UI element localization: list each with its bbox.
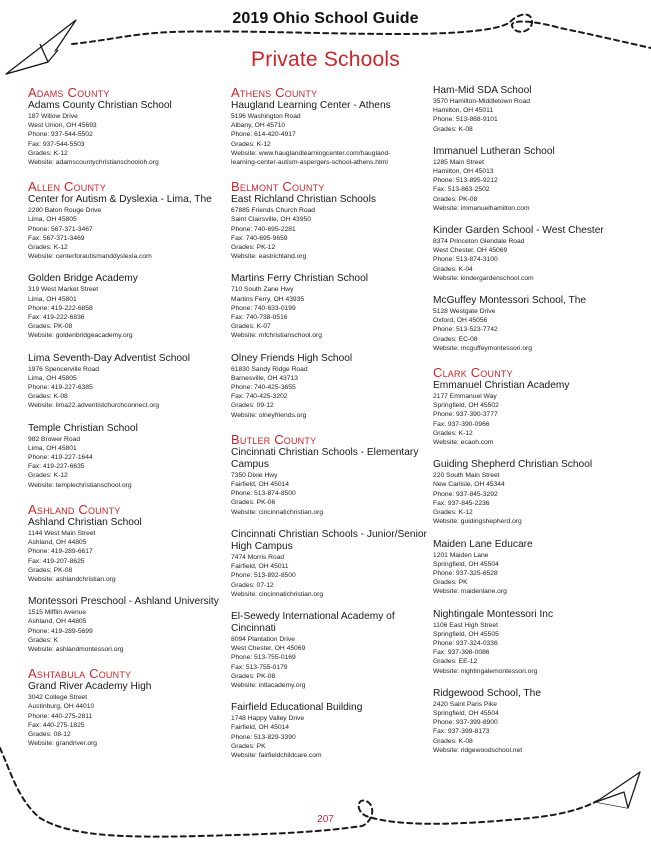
school-name: Emmanuel Christian Academy [433, 380, 570, 392]
school-grades: Grades: EC-08 [433, 335, 478, 343]
school-website[interactable]: Website: templechristianschool.org [28, 481, 132, 489]
school-detail: Albany, OH 45710 [231, 122, 286, 130]
school-entry [231, 353, 427, 420]
school-fax: Fax: 937-399-8173 [433, 728, 490, 736]
county-heading: Ashtabula County [28, 666, 132, 682]
school-name: Martins Ferry Christian School [231, 273, 369, 285]
school-grades: Grades: EE-12 [433, 658, 478, 666]
school-name: Fairfield Educational Building [231, 702, 363, 714]
school-entry [231, 611, 427, 690]
school-detail: 1515 Mifflin Avenue [28, 609, 87, 617]
school-grades: Grades: K-12 [28, 472, 68, 480]
school-detail: 1144 West Main Street [28, 529, 96, 537]
school-phone: Phone: 513-874-3100 [433, 256, 498, 264]
school-phone: Phone: 513-892-8500 [231, 572, 296, 580]
school-phone: Phone: 614-420-4917 [231, 131, 296, 139]
school-fax: Fax: 937-544-5503 [28, 140, 85, 148]
school-entry [433, 380, 633, 447]
school-detail: 1201 Maiden Lane [433, 551, 489, 559]
column-1 [28, 85, 223, 760]
county-heading: Allen County [28, 179, 107, 195]
school-entry [28, 194, 223, 261]
school-detail: 982 Brower Road [28, 435, 81, 443]
school-entry [433, 225, 633, 283]
school-grades: Grades: K-08 [28, 393, 68, 401]
school-phone: Phone: 567-371-3467 [28, 225, 93, 233]
school-entry [433, 146, 633, 213]
school-name: McGuffey Montessori School, The [433, 295, 587, 307]
school-phone: Phone: 740-695-2281 [231, 225, 296, 233]
school-fax: Fax: 513-863-2502 [433, 186, 490, 194]
school-website[interactable]: Website: lima22.adventistchurchconnect.org [28, 402, 160, 410]
school-fax: Fax: 567-371-3469 [28, 234, 85, 242]
school-detail: 1976 Spencerville Road [28, 365, 100, 373]
school-grades: Grades: K [28, 636, 59, 644]
school-name: Grand River Academy High [28, 681, 152, 693]
page-number: 207 [317, 814, 334, 825]
school-grades: Grades: K-12 [28, 149, 68, 157]
school-detail: 187 Willow Drive [28, 113, 78, 120]
guide-title: 2019 Ohio School Guide [232, 10, 419, 27]
school-name: Lima Seventh-Day Adventist School [28, 352, 190, 364]
school-phone: Phone: 513-868-9101 [433, 116, 498, 124]
school-name: Nightingale Montessori Inc [433, 608, 554, 620]
school-website[interactable]: Website: mcguffeymontessori.org [433, 344, 532, 352]
school-grades: Grades: K-12 [28, 244, 68, 252]
school-name: Ridgewood School, The [433, 687, 541, 699]
school-detail: West Chester, OH 45069 [433, 247, 508, 255]
school-detail: Ashland, OH 44805 [28, 539, 87, 547]
school-grades: Grades: PK-08 [28, 323, 73, 331]
school-fax: Fax: 740-695-9659 [231, 234, 288, 242]
school-fax: Fax: 937-398-0086 [433, 649, 490, 657]
school-detail: West Chester, OH 45069 [231, 645, 306, 653]
school-grades: Grades: 08-12 [28, 730, 71, 738]
school-detail: 3570 Hamilton-Middletown Road [433, 98, 531, 105]
school-name: East Richland Christian Schools [231, 194, 376, 206]
school-website[interactable]: Website: intlacademy.org [231, 681, 306, 689]
school-fax: Fax: 440-275-1825 [28, 721, 85, 729]
school-phone: Phone: 513-755-0169 [231, 654, 296, 662]
school-detail: Hamilton, OH 45011 [433, 107, 494, 115]
school-entry [231, 447, 427, 517]
school-entry [231, 194, 427, 261]
school-entry [28, 517, 223, 584]
school-detail: learning-center-autism-aspergers-school-athens.html [231, 159, 388, 167]
school-detail: 220 South Main Street [433, 472, 500, 480]
school-name: Kinder Garden School - West Chester [433, 225, 604, 237]
school-grades: Grades: PK-08 [433, 195, 478, 203]
school-phone: Phone: 937-544-5502 [28, 131, 93, 139]
school-phone: Phone: 740-425-3655 [231, 384, 296, 392]
school-website[interactable]: Website: grandriver.org [28, 740, 98, 748]
school-phone: Phone: 937-324-0336 [433, 639, 498, 647]
county-heading: Belmont County [231, 179, 325, 195]
school-fax: Fax: 937-845-2236 [433, 499, 490, 507]
school-detail: Austinburg, OH 44010 [28, 703, 95, 711]
school-entry [433, 85, 633, 134]
school-website[interactable]: Website: cincinnatichristian.org [231, 590, 324, 598]
school-website[interactable]: Website: ridgewoodschool.net [433, 746, 523, 754]
school-entry [433, 295, 633, 353]
school-name: Haugland Learning Center - Athens [231, 100, 391, 111]
school-website[interactable]: Website: eastrichland.org [231, 253, 307, 261]
school-detail: 2280 Baton Rouge Drive [28, 207, 102, 215]
school-detail: 8094 Plantation Drive [231, 635, 295, 643]
school-name: Golden Bridge Academy [28, 273, 138, 285]
school-website[interactable]: Website: centerforautismanddyslexia.com [28, 253, 152, 261]
school-name: Cincinnati Christian Schools - Elementary Campus [231, 446, 419, 470]
school-grades: Grades: K-12 [433, 429, 473, 437]
school-name: Olney Friends High School [231, 352, 353, 364]
school-detail: 61830 Sandy Ridge Road [231, 365, 308, 373]
paper-plane-icon-right [596, 772, 640, 808]
school-entry [28, 100, 223, 167]
school-entry [433, 688, 633, 755]
school-name: Cincinnati Christian Schools - Junior/Senior High Campus [231, 528, 427, 552]
school-entry [231, 529, 427, 599]
school-detail: New Carlisle, OH 45344 [433, 481, 505, 489]
county-heading: Clark County [433, 365, 513, 381]
county-heading: Adams County [28, 85, 110, 100]
school-name: Guiding Shepherd Christian School [433, 459, 593, 471]
school-name: Ashland Christian School [28, 516, 142, 528]
school-phone: Phone: 937-325-6528 [433, 569, 498, 577]
school-grades: Grades: 07-12 [231, 581, 274, 589]
school-website[interactable]: Website: fairfieldchildcare.com [231, 751, 322, 759]
school-grades: Grades: PK-08 [28, 566, 73, 574]
school-phone: Phone: 740-633-0199 [231, 304, 296, 312]
school-detail: Fairfield, OH 45014 [231, 724, 289, 732]
school-website[interactable]: Website: nightingalemontessori.org [433, 667, 538, 675]
school-website[interactable]: Website: olneyfriends.org [231, 411, 307, 419]
school-entry [28, 353, 223, 411]
school-detail: Martins Ferry, OH 43935 [231, 295, 305, 303]
column-3 [433, 85, 633, 767]
school-detail: 7474 Morris Road [231, 553, 285, 561]
school-website[interactable]: Website: www.hauglandlearningcenter.com/haugland- [231, 149, 391, 157]
school-detail: 5196 Washington Road [231, 113, 301, 120]
school-phone: Phone: 937-845-3292 [433, 490, 498, 498]
school-detail: 67885 Friends Church Road [231, 207, 316, 215]
school-entry [28, 423, 223, 490]
school-name: Temple Christian School [28, 422, 138, 434]
school-name: Immanuel Lutheran School [433, 145, 555, 157]
school-grades: Grades: K-04 [433, 265, 473, 273]
school-detail: 710 South Zane Hwy [231, 286, 294, 294]
school-phone: Phone: 937-399-8900 [433, 719, 498, 727]
school-entry [231, 702, 427, 760]
school-fax: Fax: 513-755-0179 [231, 663, 288, 671]
school-name: Center for Autism & Dyslexia - Lima, The [28, 194, 212, 206]
school-phone: Phone: 419-227-6385 [28, 384, 93, 392]
school-website[interactable]: Website: mfchristianschool.org [231, 332, 322, 340]
school-detail: 2177 Emmanuel Way [433, 393, 497, 401]
school-detail: Lima, OH 45805 [28, 374, 77, 382]
school-phone: Phone: 419-289-5699 [28, 627, 93, 635]
school-fax: Fax: 419-222-6836 [28, 314, 85, 322]
school-entry [28, 596, 223, 654]
school-phone: Phone: 440-275-2811 [28, 712, 93, 720]
school-detail: West Union, OH 45693 [28, 122, 97, 130]
school-website[interactable]: Website: adamscountychristianschooloh.org [28, 159, 159, 167]
school-grades: Grades: K-08 [433, 737, 473, 745]
school-detail: Ashland, OH 44805 [28, 618, 87, 626]
school-name: Adams County Christian School [28, 100, 172, 111]
school-detail: 319 West Market Street [28, 286, 99, 294]
school-website[interactable]: Website: immanuelhamilton.com [433, 204, 530, 212]
school-phone: Phone: 419-289-6617 [28, 548, 93, 556]
school-name: El-Sewedy International Academy of Cincinnati [231, 610, 395, 634]
school-detail: 7350 Dixie Hwy [231, 471, 278, 479]
school-grades: Grades: PK-06 [231, 499, 276, 507]
section-title: Private Schools [251, 48, 400, 71]
school-website[interactable]: Website: cincinnatichristian.org [231, 508, 324, 516]
school-grades: Grades: PK-12 [231, 244, 276, 252]
school-detail: 3042 College Street [28, 694, 88, 702]
school-fax: Fax: 419-227-6635 [28, 463, 85, 471]
school-entry [433, 459, 633, 526]
school-grades: Grades: K-07 [231, 323, 271, 331]
school-entry [433, 609, 633, 676]
school-website[interactable]: Website: goldenbridgeacademy.org [28, 332, 133, 340]
school-detail: Oxford, OH 45056 [433, 317, 488, 325]
school-detail: Lima, OH 45805 [28, 216, 77, 224]
school-detail: Springfield, OH 45504 [433, 709, 499, 717]
school-entry [231, 273, 427, 340]
school-detail: Lima, OH 45801 [28, 295, 77, 303]
school-phone: Phone: 419-227-1644 [28, 454, 93, 462]
school-entry [433, 539, 633, 597]
school-entry [28, 273, 223, 340]
school-detail: Hamilton, OH 45013 [433, 168, 494, 176]
school-name: Maiden Lane Educare [433, 538, 533, 550]
school-detail: 1285 Main Street [433, 158, 484, 166]
county-heading: Ashland County [28, 501, 121, 517]
school-detail: Springfield, OH 45505 [433, 630, 499, 638]
school-detail: Springfield, OH 45504 [433, 560, 499, 568]
school-detail: 2420 Saint Paris Pike [433, 700, 497, 708]
school-phone: Phone: 419-222-6858 [28, 304, 93, 312]
school-detail: Springfield, OH 45502 [433, 402, 499, 410]
school-website[interactable]: Website: ecaoh.com [433, 439, 494, 447]
school-detail: 8374 Princeton Glendale Road [433, 238, 525, 246]
school-website[interactable]: Website: maidenlane.org [433, 588, 507, 596]
school-fax: Fax: 740-738-0516 [231, 314, 288, 322]
school-fax: Fax: 937-390-0966 [433, 420, 490, 428]
school-website[interactable]: Website: ashlandchristian.org [28, 575, 116, 583]
school-grades: Grades: PK [231, 742, 266, 750]
school-detail: Fairfield, OH 45014 [231, 481, 289, 489]
school-detail: 1748 Happy Valley Drive [231, 715, 305, 723]
school-entry [231, 100, 427, 167]
school-phone: Phone: 937-390-3777 [433, 411, 498, 419]
county-heading: Athens County [231, 85, 318, 100]
school-detail: Fairfield, OH 45011 [231, 563, 289, 571]
school-detail: 1106 East High Street [433, 621, 498, 629]
column-2 [231, 85, 427, 772]
school-grades: Grades: K-08 [433, 125, 473, 133]
county-heading: Butler County [231, 431, 317, 447]
school-grades: Grades: K-12 [231, 140, 271, 148]
school-detail: 5128 Westgate Drive [433, 308, 496, 316]
school-detail: Saint Clairsville, OH 43950 [231, 216, 311, 224]
school-name: Ham-Mid SDA School [433, 85, 532, 96]
school-detail: Barnesville, OH 43713 [231, 374, 298, 382]
school-fax: Fax: 740-425-3202 [231, 393, 288, 401]
school-grades: Grades: K-12 [433, 509, 473, 517]
school-entry [28, 681, 223, 748]
school-fax: Fax: 419-207-8625 [28, 557, 85, 565]
school-phone: Phone: 513-523-7742 [433, 326, 498, 334]
school-grades: Grades: PK-08 [231, 672, 276, 680]
school-detail: Lima, OH 45801 [28, 444, 77, 452]
school-website[interactable]: Website: guidingshepherd.org [433, 518, 522, 526]
school-phone: Phone: 513-895-9212 [433, 177, 498, 185]
school-grades: Grades: PK [433, 579, 468, 587]
school-name: Montessori Preschool - Ashland University [28, 596, 219, 608]
school-website[interactable]: Website: ashlandmontessori.org [28, 645, 124, 653]
school-grades: Grades: 09-12 [231, 402, 274, 410]
school-phone: Phone: 513-829-3390 [231, 733, 296, 741]
school-phone: Phone: 513-874-8500 [231, 490, 296, 498]
school-website[interactable]: Website: kindergardenschool.com [433, 274, 534, 282]
